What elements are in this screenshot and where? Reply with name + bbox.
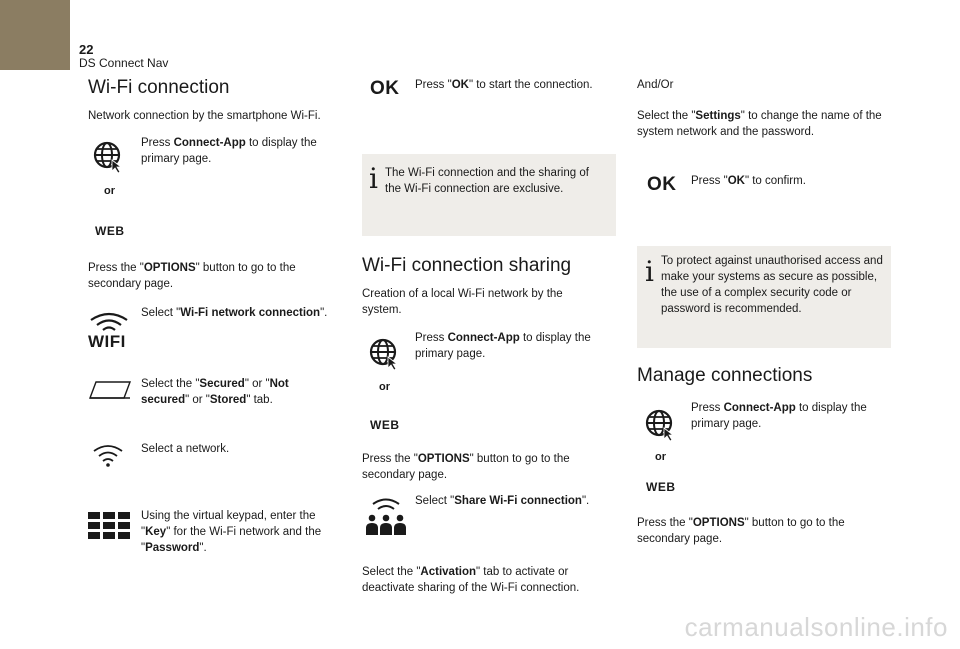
ok-icon: OK (647, 174, 677, 195)
ok-icon: OK (370, 78, 400, 99)
wifi-text-icon: WIFI (88, 332, 126, 351)
step-select-wifi-network: Select "Wi-Fi network connection". (141, 307, 328, 319)
step-settings: Select the "Settings" to change the name of the system network and the password. (637, 110, 882, 138)
page-corner-tab (0, 0, 70, 70)
info-text: The Wi-Fi connection and the sharing of the Wi-Fi connection are exclusive. (385, 167, 589, 195)
step-options: Press the "OPTIONS" button to go to the secondary page. (637, 517, 845, 545)
globe-touch-icon (368, 337, 402, 371)
step-ok-start: Press "OK" to start the connection. (415, 79, 593, 91)
info-box-security (637, 246, 891, 348)
step-select-network: Select a network. (141, 443, 230, 455)
info-icon: i (369, 162, 378, 195)
or-label: or (655, 451, 666, 463)
step-activation: Select the "Activation" tab to activate or deactivate sharing of the Wi-Fi connection. (362, 566, 580, 594)
web-label: WEB (370, 418, 400, 432)
watermark: carmanualsonline.info (684, 612, 948, 642)
manual-title: DS Connect Nav (79, 56, 169, 70)
sharing-intro: Creation of a local Wi-Fi network by the system. (362, 288, 563, 316)
step-select-tab: Select the "Secured" or "Not secured" or "Stored" tab. (141, 378, 289, 406)
tab-icon (88, 380, 132, 400)
step-ok-confirm: Press "OK" to confirm. (691, 175, 806, 187)
step-share-wifi: Select "Share Wi-Fi connection". (415, 495, 590, 507)
info-text: To protect against unauthorised access and make your systems as secure as possible, the use of a complex security code or password is recommended. (661, 255, 883, 315)
step-options: Press the "OPTIONS" button to go to the secondary page. (362, 453, 570, 481)
globe-touch-icon (644, 408, 678, 442)
or-label: or (379, 381, 390, 393)
info-box-exclusive (362, 154, 616, 236)
web-label: WEB (95, 224, 125, 238)
page-number: 22 (79, 42, 94, 57)
or-label: or (104, 185, 115, 197)
section-title-wifi-connection: Wi-Fi connection (88, 77, 230, 98)
step-connect-app: Press Connect-App to display the primary page. (141, 137, 317, 165)
share-wifi-icon (365, 497, 407, 537)
web-label: WEB (646, 480, 676, 494)
section-title-wifi-sharing: Wi-Fi connection sharing (362, 255, 572, 276)
globe-touch-icon (92, 140, 126, 174)
step-connect-app: Press Connect-App to display the primary page. (691, 402, 867, 430)
wifi-intro: Network connection by the smartphone Wi-Fi. (88, 110, 321, 122)
and-or-text: And/Or (637, 79, 674, 91)
step-options: Press the "OPTIONS" button to go to the secondary page. (88, 262, 296, 290)
wifi-network-icon (92, 444, 124, 468)
step-virtual-keypad: Using the virtual keypad, enter the "Key" for the Wi-Fi network and the "Password". (141, 510, 322, 554)
info-icon: i (645, 255, 654, 288)
step-connect-app: Press Connect-App to display the primary page. (415, 332, 591, 360)
wifi-signal-icon (88, 312, 130, 332)
section-title-manage-connections: Manage connections (637, 365, 813, 386)
keypad-icon (88, 512, 130, 540)
